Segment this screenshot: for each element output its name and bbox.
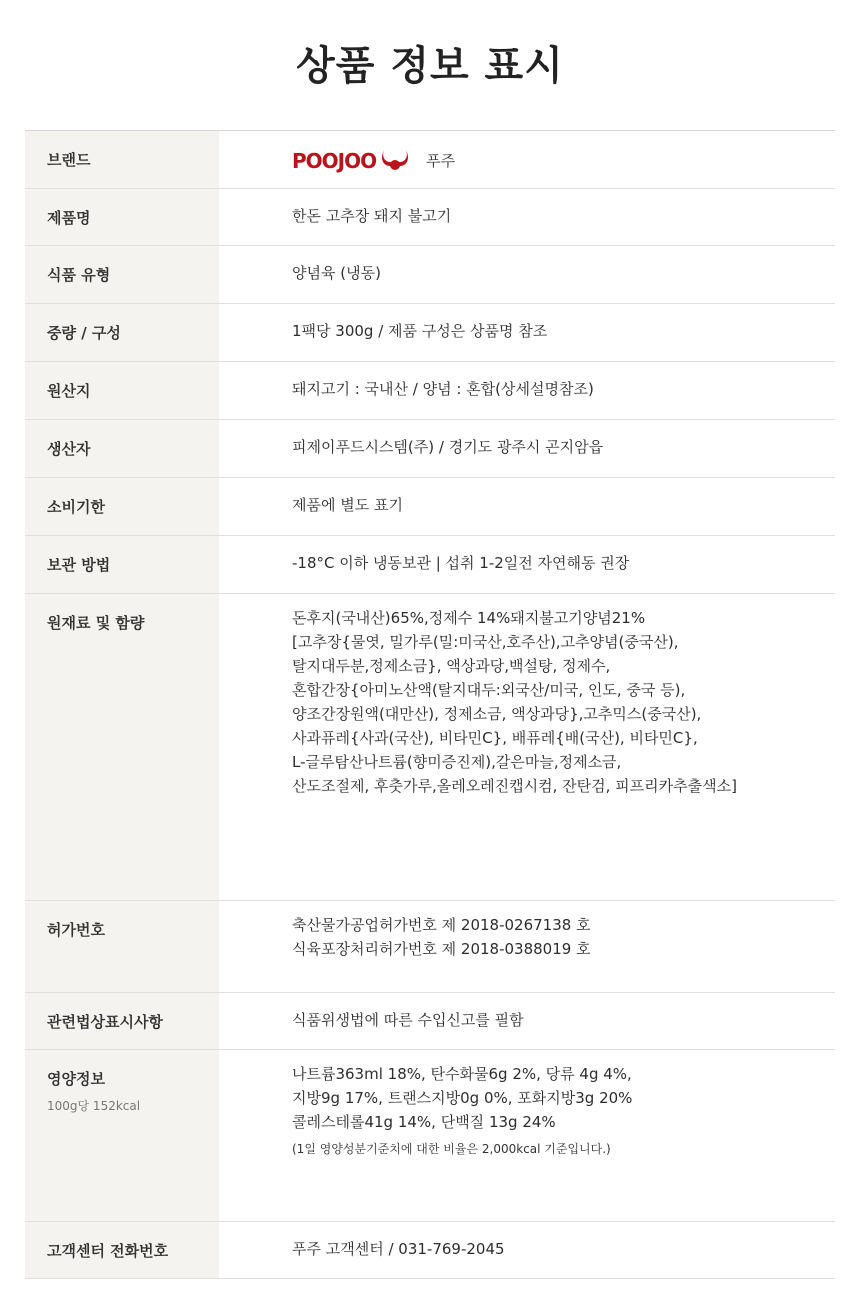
- row-brand: [25, 131, 835, 189]
- row-value: -18°C 이하 냉동보관 | 섭취 1-2일전 자연해동 권장: [219, 536, 835, 594]
- row-value: [219, 1050, 835, 1222]
- page-title: 상품 정보 표시: [296, 43, 564, 89]
- row-label: 생산자: [25, 420, 219, 478]
- text-line: 콜레스테롤41g 14%, 단백질 13g 24%: [292, 1113, 556, 1131]
- row-label: 영양정보 100g당 152kcal: [25, 1050, 219, 1222]
- row-contact: [25, 1222, 835, 1279]
- row-label: 보관 방법: [25, 536, 219, 594]
- row-product-name: [25, 189, 835, 246]
- row-origin: [25, 362, 835, 420]
- row-nutrition: [25, 1050, 835, 1222]
- row-value: 한돈 고추장 돼지 불고기: [219, 189, 835, 246]
- text-line: L-글루탐산나트륨(향미증진제),갈은마늘,정제소금,: [292, 753, 622, 771]
- row-label: 소비기한: [25, 478, 219, 536]
- row-label: 원재료 및 함량: [25, 594, 219, 901]
- brand-logo: POOJOO: [292, 148, 412, 174]
- text-line: 돈후지(국내산)65%,정제수 14%돼지불고기양념21%: [292, 609, 646, 627]
- row-value: 푸주 고객센터 / 031-769-2045: [219, 1222, 835, 1279]
- row-weight: [25, 304, 835, 362]
- row-label: 허가번호: [25, 901, 219, 993]
- row-value: [219, 901, 835, 993]
- row-permit: [25, 901, 835, 993]
- row-label: 중량 / 구성: [25, 304, 219, 362]
- row-value: 식품위생법에 따른 수입신고를 필함: [219, 993, 835, 1050]
- text-line: 축산물가공업허가번호 제 2018-0267138 호: [292, 916, 591, 934]
- product-info-table: [25, 130, 835, 1279]
- text-line: 나트륨363ml 18%, 탄수화물6g 2%, 당류 4g 4%,: [292, 1065, 632, 1083]
- row-law: [25, 993, 835, 1050]
- text-line: 지방9g 17%, 트랜스지방0g 0%, 포화지방3g 20%: [292, 1089, 633, 1107]
- row-value: 양념육 (냉동): [219, 246, 835, 304]
- calorie-note: 100g당 152kcal: [47, 1099, 141, 1113]
- row-storage: [25, 536, 835, 594]
- row-ingredients: [25, 594, 835, 901]
- row-label: 관련법상표시사항: [25, 993, 219, 1050]
- text-line: 양조간장원액(대만산), 정제소금, 액상과당},고추믹스(중국산),: [292, 705, 702, 723]
- ingredients-text: [219, 594, 835, 901]
- row-value: 돼지고기 : 국내산 / 양념 : 혼합(상세설명참조): [219, 362, 835, 420]
- row-label: 원산지: [25, 362, 219, 420]
- brand-name: 푸주: [426, 152, 456, 170]
- bull-horns-icon: [378, 148, 412, 174]
- row-label: 브랜드: [25, 131, 219, 189]
- text-line: [고추장{물엿, 밀가루(밀:미국산,호주산),고추양념(중국산),: [292, 633, 679, 651]
- text-line: 산도조절제, 후춧가루,올레오레진캡시컴, 잔탄검, 피프리카추출색소]: [292, 777, 737, 795]
- row-expiry: [25, 478, 835, 536]
- text-line: 혼합간장{아미노산액(탈지대두:외국산/미국, 인도, 중국 등),: [292, 681, 686, 699]
- row-value: 1팩당 300g / 제품 구성은 상품명 참조: [219, 304, 835, 362]
- row-label: 식품 유형: [25, 246, 219, 304]
- row-value: 제품에 별도 표기: [219, 478, 835, 536]
- row-value: 피제이푸드시스템(주) / 경기도 광주시 곤지암읍: [219, 420, 835, 478]
- text-line: 사과퓨레{사과(국산), 비타민C}, 배퓨레{배(국산), 비타민C},: [292, 729, 698, 747]
- row-label: 고객센터 전화번호: [25, 1222, 219, 1279]
- row-producer: [25, 420, 835, 478]
- row-label: 제품명: [25, 189, 219, 246]
- row-food-type: [25, 246, 835, 304]
- nutrition-footnote: (1일 영양성분기준치에 대한 비율은 2,000kcal 기준입니다.): [292, 1142, 611, 1156]
- row-value: [219, 131, 835, 189]
- text-line: 탈지대두분,정제소금}, 액상과당,백설탕, 정제수,: [292, 657, 611, 675]
- text-line: 식육포장처리허가번호 제 2018-0388019 호: [292, 940, 591, 958]
